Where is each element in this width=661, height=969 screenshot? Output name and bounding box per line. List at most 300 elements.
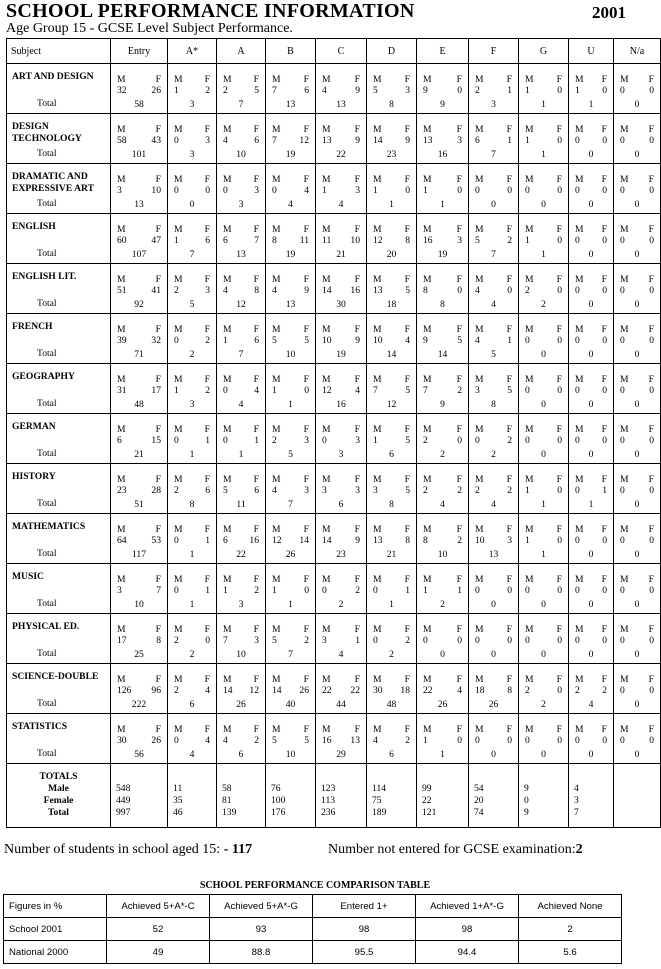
grade-cell xyxy=(111,264,168,314)
female-header: F xyxy=(155,374,161,385)
grade-total: 14 xyxy=(437,349,448,360)
female-header: F xyxy=(303,74,309,85)
grade-total: 0 xyxy=(634,599,640,610)
male-header: M xyxy=(620,624,629,635)
male-count: 12 xyxy=(322,385,332,396)
male-header: M xyxy=(223,274,232,285)
male-header: M xyxy=(174,124,183,135)
grade-total: 0 xyxy=(588,149,594,160)
comparison-header: Achieved 1+A*-G xyxy=(416,895,519,918)
female-count: 3 xyxy=(205,285,210,296)
grade-cell xyxy=(469,164,519,214)
grade-cell xyxy=(417,514,469,564)
grade-total: 1 xyxy=(389,199,394,210)
male-count: 32 xyxy=(117,85,127,96)
comparison-title: SCHOOL PERFORMANCE COMPARISON TABLE xyxy=(199,880,431,891)
female-header: F xyxy=(456,424,462,435)
male-count: 2 xyxy=(525,685,530,696)
female-count: 0 xyxy=(557,85,562,96)
male-count: 0 xyxy=(322,585,327,596)
female-count: 0 xyxy=(649,85,654,96)
subject-total-label: Total xyxy=(37,548,57,559)
grade-cell xyxy=(217,714,266,764)
female-count: 0 xyxy=(649,335,654,346)
subject-cell xyxy=(7,114,111,164)
male-count: 0 xyxy=(423,635,428,646)
female-header: F xyxy=(303,524,309,535)
male-header: M xyxy=(475,474,484,485)
subject-total-label: Total xyxy=(37,298,57,309)
female-header: F xyxy=(204,174,210,185)
grade-cell xyxy=(569,264,614,314)
female-count: 5 xyxy=(405,485,410,496)
female-count: 1 xyxy=(355,635,360,646)
comparison-row xyxy=(4,918,622,941)
female-header: F xyxy=(506,574,512,585)
female-count: 0 xyxy=(507,635,512,646)
male-count: 10 xyxy=(373,335,383,346)
female-header: F xyxy=(556,124,562,135)
female-count: 0 xyxy=(557,385,562,396)
grade-cell xyxy=(367,564,417,614)
grade-total: 3 xyxy=(189,399,195,410)
male-header: M xyxy=(620,424,629,435)
female-count: 0 xyxy=(649,735,654,746)
totals-male: 9 xyxy=(524,783,529,794)
subject-name: DESIGN TECHNOLOGY xyxy=(12,121,82,144)
column-header: E xyxy=(417,39,469,64)
grade-total: 71 xyxy=(134,349,144,360)
grade-cell xyxy=(614,164,661,214)
grade-cell xyxy=(217,414,266,464)
grade-cell xyxy=(217,514,266,564)
female-header: F xyxy=(253,224,259,235)
grade-total: 2 xyxy=(338,599,344,610)
grade-total: 19 xyxy=(285,249,296,260)
male-count: 4 xyxy=(272,285,277,296)
female-header: F xyxy=(354,424,360,435)
female-count: 0 xyxy=(602,385,607,396)
male-count: 0 xyxy=(575,235,580,246)
female-header: F xyxy=(253,324,259,335)
female-count: 2 xyxy=(205,335,210,346)
male-count: 8 xyxy=(272,235,277,246)
female-header: F xyxy=(155,74,161,85)
grade-cell xyxy=(266,364,316,414)
subject-row xyxy=(7,714,661,764)
totals-cell xyxy=(519,764,569,828)
grade-total: 19 xyxy=(437,249,448,260)
female-count: 3 xyxy=(254,185,259,196)
male-header: M xyxy=(272,724,281,735)
grade-cell xyxy=(316,664,367,714)
subject-cell xyxy=(7,314,111,364)
male-header: M xyxy=(525,424,534,435)
male-count: 5 xyxy=(223,485,228,496)
grade-cell xyxy=(266,514,316,564)
male-count: 0 xyxy=(620,185,625,196)
male-header: M xyxy=(525,124,534,135)
female-header: F xyxy=(354,474,360,485)
female-count: 2 xyxy=(254,735,259,746)
grade-total: 0 xyxy=(491,199,496,210)
male-count: 31 xyxy=(117,385,127,396)
grade-cell xyxy=(217,614,266,664)
male-header: M xyxy=(373,574,382,585)
male-count: 1 xyxy=(575,85,580,96)
female-header: F xyxy=(601,424,607,435)
female-count: 0 xyxy=(602,235,607,246)
grade-total: 18 xyxy=(386,299,397,310)
grade-total: 4 xyxy=(189,749,195,760)
female-header: F xyxy=(601,74,607,85)
male-header: M xyxy=(475,574,484,585)
female-header: F xyxy=(253,474,259,485)
grade-total: 26 xyxy=(236,699,246,710)
female-count: 9 xyxy=(355,85,360,96)
male-count: 4 xyxy=(272,485,277,496)
grade-total: 2 xyxy=(541,299,546,310)
grade-cell xyxy=(316,614,367,664)
female-count: 5 xyxy=(254,85,259,96)
male-header: M xyxy=(423,724,432,735)
male-count: 2 xyxy=(575,685,580,696)
female-header: F xyxy=(601,274,607,285)
female-header: F xyxy=(155,524,161,535)
grade-cell xyxy=(519,264,569,314)
female-count: 1 xyxy=(507,335,512,346)
grade-total: 3 xyxy=(491,99,496,110)
female-header: F xyxy=(601,474,607,485)
female-count: 9 xyxy=(355,535,360,546)
grade-total: 44 xyxy=(336,699,346,710)
female-count: 1 xyxy=(507,135,512,146)
female-header: F xyxy=(303,624,309,635)
male-header: M xyxy=(575,524,584,535)
totals-total: 997 xyxy=(116,807,131,818)
comparison-table xyxy=(3,894,622,964)
female-header: F xyxy=(506,274,512,285)
male-header: M xyxy=(620,74,629,85)
male-count: 1 xyxy=(174,85,179,96)
male-count: 1 xyxy=(525,135,530,146)
female-count: 0 xyxy=(457,435,462,446)
male-count: 0 xyxy=(525,185,530,196)
female-header: F xyxy=(456,724,462,735)
not-entered-value: 2 xyxy=(575,842,583,857)
female-count: 16 xyxy=(350,285,360,296)
female-header: F xyxy=(556,674,562,685)
female-count: 0 xyxy=(602,635,607,646)
grade-cell xyxy=(367,64,417,114)
grade-total: 4 xyxy=(338,649,344,660)
grade-cell xyxy=(316,114,367,164)
subject-row xyxy=(7,64,661,114)
male-header: M xyxy=(423,124,432,135)
grade-total: 1 xyxy=(541,149,546,160)
grade-total: 0 xyxy=(634,399,640,410)
totals-total: 46 xyxy=(173,807,183,818)
comparison-cell: 49 xyxy=(107,941,210,964)
grade-total: 16 xyxy=(437,149,448,160)
column-header: B xyxy=(266,39,316,64)
male-header: M xyxy=(174,724,183,735)
grade-total: 9 xyxy=(440,99,445,110)
female-header: F xyxy=(556,274,562,285)
male-count: 8 xyxy=(423,535,428,546)
comparison-header: Achieved 5+A*-C xyxy=(107,895,210,918)
grade-cell xyxy=(316,264,367,314)
grade-cell xyxy=(569,214,614,264)
male-count: 6 xyxy=(223,235,228,246)
female-count: 2 xyxy=(457,485,462,496)
female-count: 22 xyxy=(350,685,360,696)
male-count: 1 xyxy=(174,235,179,246)
grade-cell xyxy=(168,564,217,614)
male-count: 0 xyxy=(575,535,580,546)
totals-male: 4 xyxy=(574,783,579,794)
female-count: 0 xyxy=(602,135,607,146)
female-header: F xyxy=(253,174,259,185)
female-count: 26 xyxy=(151,85,161,96)
female-header: F xyxy=(204,724,210,735)
male-header: M xyxy=(475,524,484,535)
male-header: M xyxy=(272,624,281,635)
female-count: 9 xyxy=(405,135,410,146)
male-count: 1 xyxy=(525,235,530,246)
grade-total: 0 xyxy=(491,649,496,660)
male-header: M xyxy=(373,724,382,735)
female-header: F xyxy=(204,674,210,685)
female-count: 12 xyxy=(299,135,309,146)
female-count: 1 xyxy=(457,585,462,596)
male-header: M xyxy=(223,424,232,435)
male-header: M xyxy=(373,274,382,285)
female-count: 7 xyxy=(156,585,161,596)
male-header: M xyxy=(272,574,281,585)
female-header: F xyxy=(556,174,562,185)
female-header: F xyxy=(456,224,462,235)
male-count: 6 xyxy=(475,135,480,146)
grade-total: 8 xyxy=(389,99,394,110)
male-count: 0 xyxy=(223,185,228,196)
male-count: 7 xyxy=(223,635,228,646)
grade-total: 0 xyxy=(588,199,594,210)
totals-total: 7 xyxy=(574,807,579,818)
grade-cell xyxy=(367,514,417,564)
female-header: F xyxy=(253,624,259,635)
female-count: 10 xyxy=(350,235,360,246)
grade-cell xyxy=(168,414,217,464)
female-header: F xyxy=(155,474,161,485)
female-header: F xyxy=(303,724,309,735)
male-count: 0 xyxy=(174,185,179,196)
female-count: 9 xyxy=(355,135,360,146)
female-header: F xyxy=(155,274,161,285)
female-header: F xyxy=(506,524,512,535)
grade-cell xyxy=(469,614,519,664)
subject-cell xyxy=(7,564,111,614)
female-count: 13 xyxy=(350,735,360,746)
grade-total: 0 xyxy=(588,649,594,660)
male-header: M xyxy=(423,74,432,85)
grade-cell xyxy=(367,714,417,764)
female-count: 5 xyxy=(405,385,410,396)
grade-total: 0 xyxy=(634,649,640,660)
grade-total: 23 xyxy=(336,549,346,560)
grade-cell xyxy=(168,214,217,264)
female-header: F xyxy=(204,624,210,635)
male-header: M xyxy=(117,224,126,235)
male-count: 2 xyxy=(475,485,480,496)
totals-cell xyxy=(569,764,614,828)
male-header: M xyxy=(620,574,629,585)
male-header: M xyxy=(620,174,629,185)
subject-total-label: Total xyxy=(37,498,57,509)
female-count: 3 xyxy=(355,435,360,446)
female-header: F xyxy=(456,574,462,585)
grade-cell xyxy=(168,464,217,514)
grade-total: 0 xyxy=(588,349,594,360)
female-header: F xyxy=(253,74,259,85)
male-count: 0 xyxy=(575,385,580,396)
female-count: 0 xyxy=(457,85,462,96)
male-header: M xyxy=(475,174,484,185)
male-header: M xyxy=(223,474,232,485)
grade-cell xyxy=(111,664,168,714)
female-count: 0 xyxy=(557,685,562,696)
male-count: 0 xyxy=(174,535,179,546)
female-header: F xyxy=(648,624,654,635)
grade-total: 0 xyxy=(541,199,546,210)
grade-total: 4 xyxy=(338,199,344,210)
male-header: M xyxy=(423,624,432,635)
grade-cell xyxy=(614,314,661,364)
subject-cell xyxy=(7,414,111,464)
grade-cell xyxy=(614,514,661,564)
male-header: M xyxy=(423,274,432,285)
male-header: M xyxy=(423,324,432,335)
female-header: F xyxy=(253,274,259,285)
subject-name: PHYSICAL ED. xyxy=(12,621,80,632)
grade-total: 7 xyxy=(288,499,293,510)
male-header: M xyxy=(423,474,432,485)
subject-cell xyxy=(7,664,111,714)
female-header: F xyxy=(404,624,410,635)
grade-total: 0 xyxy=(588,749,594,760)
female-header: F xyxy=(253,574,259,585)
totals-total: 236 xyxy=(321,807,336,818)
male-header: M xyxy=(475,374,484,385)
male-count: 1 xyxy=(322,185,327,196)
grade-cell xyxy=(569,414,614,464)
female-count: 0 xyxy=(602,735,607,746)
female-count: 5 xyxy=(304,335,309,346)
column-header: F xyxy=(469,39,519,64)
female-header: F xyxy=(155,724,161,735)
female-count: 0 xyxy=(649,385,654,396)
female-count: 2 xyxy=(205,385,210,396)
subject-row xyxy=(7,314,661,364)
grade-cell xyxy=(417,314,469,364)
female-count: 1 xyxy=(205,585,210,596)
grade-total: 0 xyxy=(634,449,640,460)
female-header: F xyxy=(648,574,654,585)
male-count: 12 xyxy=(272,535,282,546)
students-count xyxy=(4,842,252,858)
female-header: F xyxy=(506,474,512,485)
grade-total: 7 xyxy=(189,249,195,260)
female-count: 8 xyxy=(507,685,512,696)
grade-cell xyxy=(417,414,469,464)
totals-cell xyxy=(417,764,469,828)
comparison-row xyxy=(4,941,622,964)
male-header: M xyxy=(272,374,281,385)
grade-cell xyxy=(111,364,168,414)
grade-cell xyxy=(111,614,168,664)
female-count: 3 xyxy=(304,485,309,496)
male-count: 0 xyxy=(620,285,625,296)
grade-cell xyxy=(519,164,569,214)
grade-total: 21 xyxy=(386,549,397,560)
female-header: F xyxy=(404,374,410,385)
male-count: 0 xyxy=(174,135,179,146)
subject-name: ENGLISH LIT. xyxy=(12,271,77,282)
female-header: F xyxy=(601,524,607,535)
male-count: 0 xyxy=(322,435,327,446)
female-count: 0 xyxy=(649,285,654,296)
male-count: 0 xyxy=(620,385,625,396)
grade-total: 26 xyxy=(488,699,499,710)
male-header: M xyxy=(475,274,484,285)
female-count: 5 xyxy=(507,385,512,396)
male-header: M xyxy=(620,274,629,285)
comparison-cell: 94.4 xyxy=(416,941,519,964)
grade-total: 0 xyxy=(541,349,546,360)
male-count: 64 xyxy=(117,535,127,546)
comparison-cell: 93 xyxy=(210,918,313,941)
male-count: 14 xyxy=(223,685,233,696)
male-header: M xyxy=(575,574,584,585)
male-count: 3 xyxy=(322,485,327,496)
grade-cell xyxy=(569,114,614,164)
grade-cell xyxy=(519,314,569,364)
grade-cell xyxy=(266,314,316,364)
female-count: 0 xyxy=(557,535,562,546)
male-count: 6 xyxy=(223,535,228,546)
grade-total: 29 xyxy=(336,749,346,760)
female-header: F xyxy=(204,124,210,135)
male-header: M xyxy=(272,474,281,485)
male-count: 0 xyxy=(575,735,580,746)
grade-total: 0 xyxy=(189,199,195,210)
female-header: F xyxy=(204,474,210,485)
female-count: 15 xyxy=(151,435,161,446)
grade-cell xyxy=(469,514,519,564)
female-header: F xyxy=(456,474,462,485)
male-header: M xyxy=(475,624,484,635)
male-header: M xyxy=(223,74,232,85)
male-count: 3 xyxy=(322,635,327,646)
female-count: 0 xyxy=(507,185,512,196)
grade-total: 3 xyxy=(189,99,195,110)
subject-row xyxy=(7,214,661,264)
male-header: M xyxy=(575,424,584,435)
male-count: 1 xyxy=(223,585,228,596)
grade-cell xyxy=(614,664,661,714)
female-count: 9 xyxy=(304,285,309,296)
female-header: F xyxy=(648,224,654,235)
